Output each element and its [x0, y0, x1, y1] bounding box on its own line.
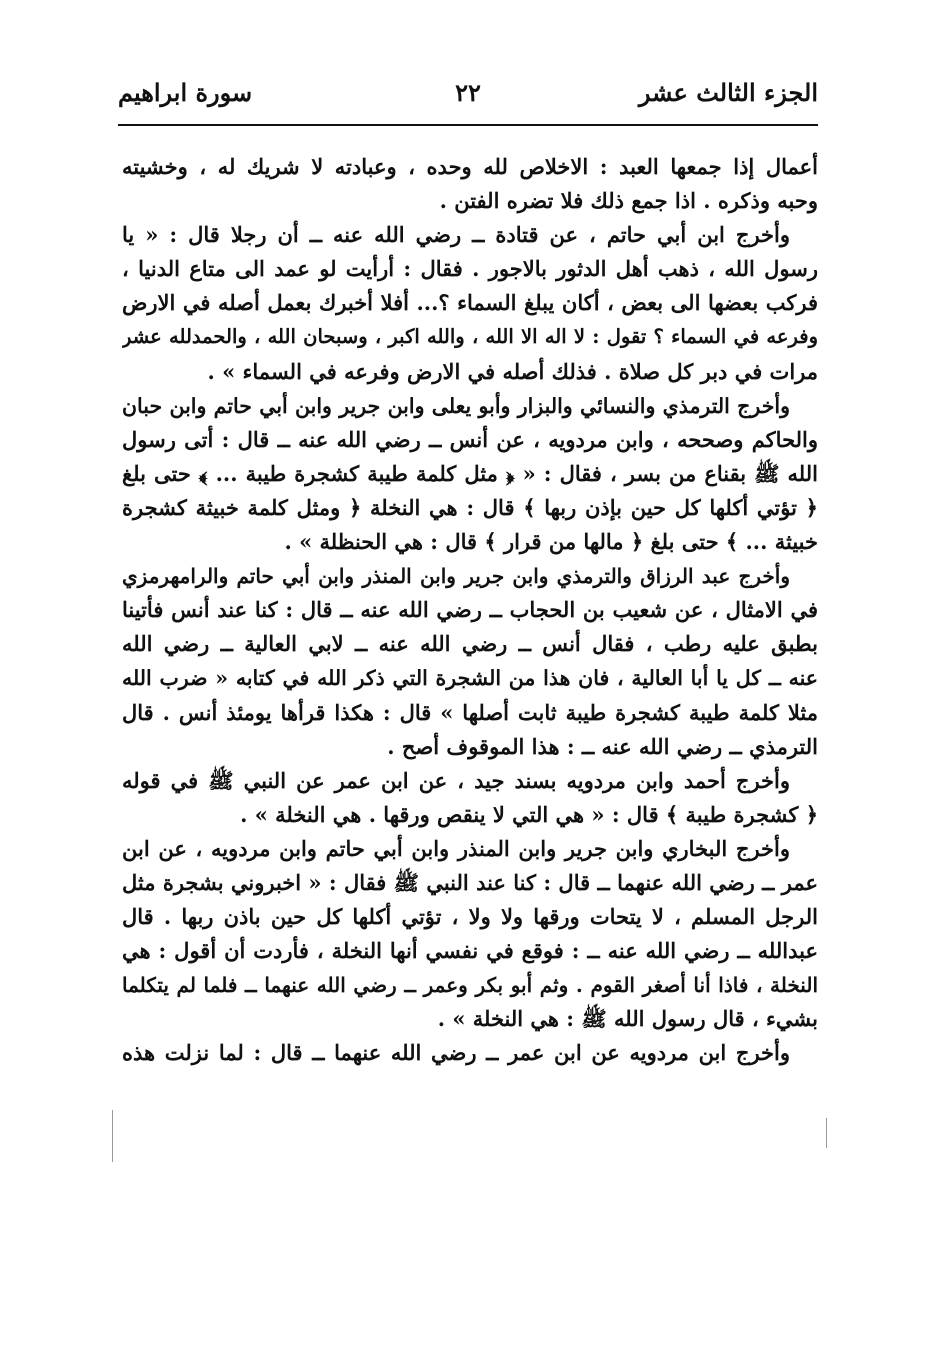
text-line: وأخرج الترمذي والنسائي والبزار وأبو يعلى وابن جرير وابن أبي حاتم وابن حبان — [122, 393, 790, 418]
text-line: وأخرج أحمد وابن مردويه بسند جيد ، عن ابن عمر عن النبي ﷺ في قوله — [122, 767, 790, 793]
text-line: رسول الله ، ذهب أهل الدثور بالاجور . فقال : أرأيت لو عمد الى متاع الدنيا ، — [122, 256, 818, 282]
text-line: الترمذي ــ رضي الله عنه ــ : هذا الموقوف أصح . — [387, 733, 818, 759]
text-line: وحبه وذكره . اذا جمع ذلك فلا تضره الفتن . — [439, 188, 818, 214]
text-line: أعمال إذا جمعها العبد : الاخلاص لله وحده ، وعبادته لا شريك له ، وخشيته — [122, 154, 818, 179]
text-line: عنه ــ كل يا أبا العالية ، فان هذا من الشجرة التي ذكر الله في كتابه « ضرب الله — [122, 666, 818, 691]
text-line: وأخرج البخاري وابن جرير وابن المنذر وابن أبي حاتم وابن مردويه ، عن ابن — [122, 835, 790, 861]
text-line: بشيء ، قال رسول الله ﷺ : هي النخلة » . — [437, 1006, 818, 1032]
text-line: فركب بعضها الى بعض ، أكان يبلغ السماء ؟... أفلا أخبرك بعمل أصله في الارض — [122, 290, 818, 316]
text-line: ﴿ تؤتي أكلها كل حين بإذن ربها ﴾ قال : هي النخلة ﴿ ومثل كلمة خبيثة كشجرة — [122, 494, 818, 520]
text-line: وأخرج ابن مردويه عن ابن عمر ــ رضي الله عنهما ــ قال : لما نزلت هذه — [122, 1040, 790, 1066]
text-line: في الامثال ، عن شعيب بن الحجاب ــ رضي الله عنه ــ قال : كنا عند أنس فأتينا — [122, 597, 818, 623]
text-line: وأخرج عبد الرزاق والترمذي وابن جرير وابن المنذر وابن أبي حاتم والرامهرمزي — [122, 564, 790, 589]
text-line: وأخرج ابن أبي حاتم ، عن قتادة ــ رضي الله عنه ــ أن رجلا قال : « يا — [122, 222, 790, 248]
body-text — [122, 150, 818, 1071]
page-header — [118, 78, 818, 118]
margin-scan-mark — [112, 1110, 113, 1162]
text-line: الرجل المسلم ، لا يتحات ورقها ولا ولا ، تؤتي أكلها كل حين باذن ربها . قال — [122, 904, 818, 930]
text-line: والحاكم وصححه ، وابن مردويه ، عن أنس ــ رضي الله عنه ــ قال : أتى رسول — [122, 426, 818, 452]
text-line: النخلة ، فاذا أنا أصغر القوم . وثم أبو بكر وعمر ــ رضي الله عنهما ــ فلما لم يتكلما — [122, 973, 818, 998]
text-line: مثلا كلمة طيبة كشجرة طيبة ثابت أصلها » قال : هكذا قرأها يومئذ أنس . قال — [122, 699, 818, 725]
header-rule — [118, 124, 818, 126]
text-line: عمر ــ رضي الله عنهما ــ قال : كنا عند النبي ﷺ فقال : « اخبروني بشجرة مثل — [122, 869, 818, 895]
text-line: خبيثة ... ﴾ حتى بلغ ﴿ مالها من قرار ﴾ قال : هي الحنظلة » . — [284, 529, 818, 555]
part-title: الجزء الثالث عشر — [638, 78, 818, 107]
text-line: الله ﷺ بقناع من بسر ، فقال : « ﴿ مثل كلمة طيبة كشجرة طيبة ... ﴾ حتى بلغ — [122, 460, 818, 486]
text-line: وفرعه في السماء ؟ تقول : لا اله الا الله ، والله اكبر ، وسبحان الله ، والحمدلله عشر — [122, 325, 818, 349]
text-line: ﴿ كشجرة طيبة ﴾ قال : « هي التي لا ينقص ورقها . هي النخلة » . — [240, 801, 818, 827]
margin-scan-mark — [826, 1118, 827, 1148]
page-number: ٢٢ — [455, 78, 481, 107]
text-line: مرات في دبر كل صلاة . فذلك أصله في الارض وفرعه في السماء » . — [207, 358, 818, 384]
text-line: بطبق عليه رطب ، فقال أنس ــ رضي الله عنه ــ لابي العالية ــ رضي الله — [122, 631, 818, 657]
text-line: عبدالله ــ رضي الله عنه ــ : فوقع في نفسي أنها النخلة ، فأردت أن أقول : هي — [122, 938, 818, 964]
surah-title: سورة ابراهيم — [118, 78, 253, 107]
